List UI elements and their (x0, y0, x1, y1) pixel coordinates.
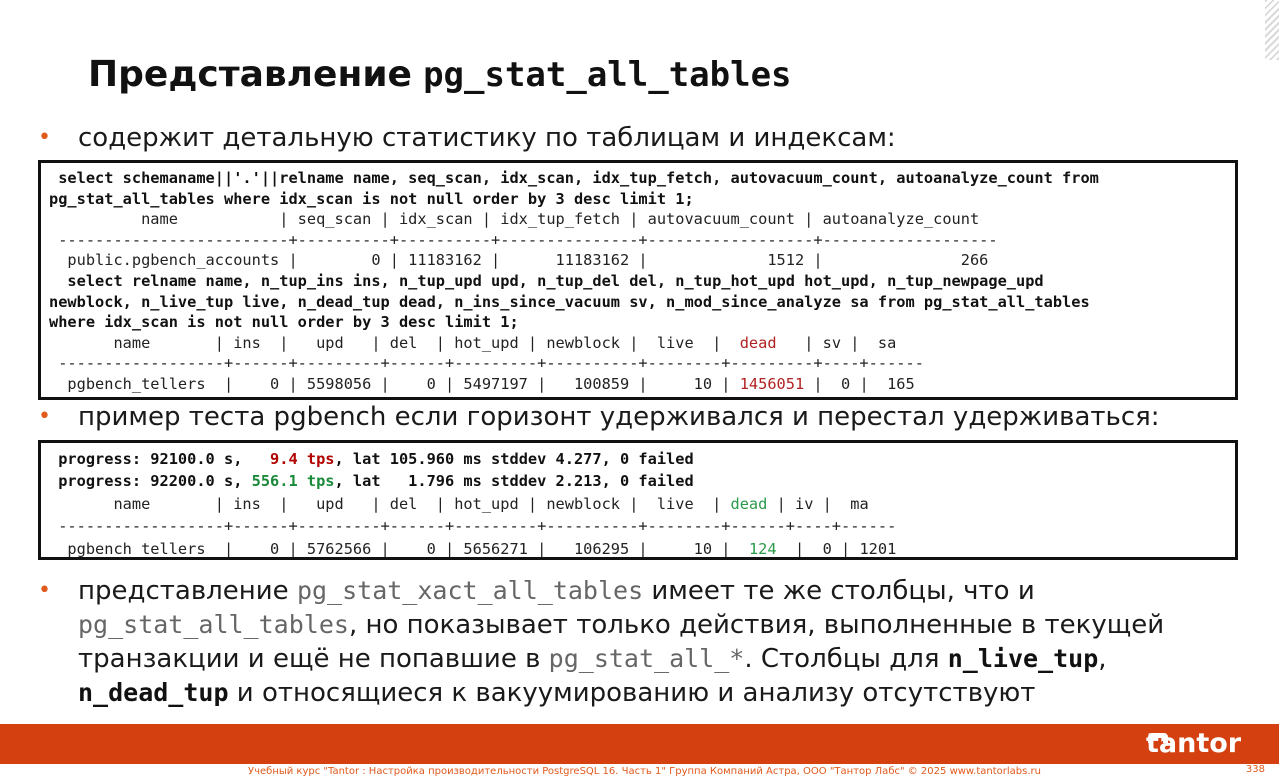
result1-row: public.pgbench_accounts | 0 | 11183162 | 11183162 | 1512 | 266 (49, 251, 989, 270)
result3-header (49, 493, 1235, 515)
result1-header: name | seq_scan | idx_scan | idx_tup_fetch | autovacuum_count | autoanalyze_count (49, 210, 980, 229)
query2-line2: newblock, n_live_tup live, n_dead_tup dead, n_ins_since_vacuum sv, n_mod_since_analyze sa from pg_stat_all_tables (49, 292, 1090, 311)
bullet-3-line-4 (78, 676, 1164, 710)
query1-line2: pg_stat_all_tables where idx_scan is not null order by 3 desc limit 1; (49, 189, 694, 208)
result3-row-a: pgbench_tellers | 0 | 5762566 | 0 | 5656271 | 106295 | 10 | (49, 539, 749, 558)
query1-line1: select schemaname||'.'||relname name, seq_scan, idx_scan, idx_tup_fetch, autovacuum_count, autoanalyze_count from (49, 169, 1099, 187)
corner-decoration (1265, 0, 1279, 60)
bullet-3-code-star: pg_stat_all_* (548, 644, 745, 673)
bullet-3-code-xact: pg_stat_xact_all_tables (296, 576, 644, 605)
footer-bar (0, 724, 1279, 764)
result1-separator: -------------------------+----------+----------+---------------+------------------+------------------- (49, 230, 998, 249)
bullet-2-text: пример теста pgbench если горизонт удерживался и перестал удерживаться: (78, 402, 1160, 432)
query2-line1: select relname name, n_tup_ins ins, n_tup_upd upd, n_tup_del del, n_tup_hot_upd hot_upd, n_tup_newpage_upd (49, 271, 1044, 290)
result2-header-dead: dead (739, 333, 777, 352)
result3-header-a: name | ins | upd | del | hot_upd | newblock | live | (49, 494, 731, 513)
bullet-3-code-dead: n_dead_tup (78, 678, 229, 707)
progress-line-1 (49, 448, 1235, 470)
code-box-pgbench (38, 440, 1238, 560)
query2-line3: where idx_scan is not null order by 3 desc limit 1; (49, 313, 519, 332)
bullet-3-line-2 (78, 608, 1164, 642)
result2-header-b: | sv | sa (776, 333, 897, 352)
result2-header (49, 333, 1235, 354)
progress-2-b: , lat 1.796 ms stddev 2.213, 0 failed (334, 472, 694, 491)
progress-1-tps: 9.4 tps (270, 450, 335, 468)
bullet-3-t7: и относящиеся к вакуумированию и анализу отсутствуют (228, 678, 1036, 708)
title-code: pg_stat_all_tables (423, 55, 792, 95)
bullet-3-t2: имеет те же столбцы, что и (643, 576, 1035, 606)
bullet-dot-icon: • (38, 404, 51, 429)
progress-2-tps: 556.1 tps (251, 472, 335, 491)
result3-header-dead: dead (730, 494, 768, 513)
progress-2-a: progress: 92200.0 s, (49, 472, 252, 491)
footer-copyright: Учебный курс "Tantor : Настройка производительности PostgreSQL 16. Часть 1" Группа Компаний Астра, ООО "Тантор Лабс" © 2025 www.tantorlabs.ru (248, 766, 1041, 777)
bullet-3-t1: представление (78, 576, 297, 606)
page-number: 338 (1245, 764, 1265, 775)
bullet-3-text (78, 574, 1164, 710)
result3-row-b: | 0 | 1201 (776, 539, 897, 558)
bullet-3-code-live: n_live_tup (947, 644, 1099, 673)
progress-1-a: progress: 92100.0 s, (49, 450, 271, 468)
bullet-3-t5: . Столбцы для (744, 644, 948, 674)
bullet-3-t4: транзакции и ещё не попавшие в (78, 644, 549, 674)
result3-separator: ------------------+------+---------+------+---------+----------+--------+------+----+------ (49, 517, 897, 536)
bullet-3-line-1 (78, 574, 1164, 608)
bullet-1-text: содержит детальную статистику по таблицам и индексам: (78, 123, 896, 153)
result3-row-dead: 124 (748, 539, 777, 558)
title-text: Представление (88, 54, 412, 95)
bullet-3 (38, 574, 1248, 714)
result2-row-a: pgbench_tellers | 0 | 5598056 | 0 | 5497197 | 100859 | 10 | (49, 374, 740, 393)
logo-text: tantor (1146, 728, 1242, 759)
bullet-3-code-all: pg_stat_all_tables (78, 610, 349, 639)
bullet-3-t3: , но показывает только действия, выполненные в текущей (348, 610, 1165, 640)
page-title (88, 54, 792, 95)
result2-row-dead: 1456051 (739, 374, 805, 393)
bullet-dot-icon: • (38, 125, 51, 150)
result3-row (49, 538, 1235, 560)
progress-line-2 (49, 470, 1235, 492)
result2-row (49, 374, 1235, 395)
result3-header-b: | iv | ma (767, 494, 869, 513)
bullet-dot-icon: • (38, 578, 51, 603)
result2-row-b: | 0 | 165 (804, 374, 915, 393)
progress-1-b: , lat 105.960 ms stddev 4.277, 0 failed (334, 450, 694, 468)
result2-header-a: name | ins | upd | del | hot_upd | newblock | live | (49, 333, 740, 352)
bullet-3-line-3 (78, 642, 1164, 676)
bullet-3-t6: , (1098, 644, 1107, 674)
code-box-queries (38, 160, 1238, 400)
result2-separator: ------------------+------+---------+------+---------+----------+--------+---------+----+------ (49, 354, 924, 373)
